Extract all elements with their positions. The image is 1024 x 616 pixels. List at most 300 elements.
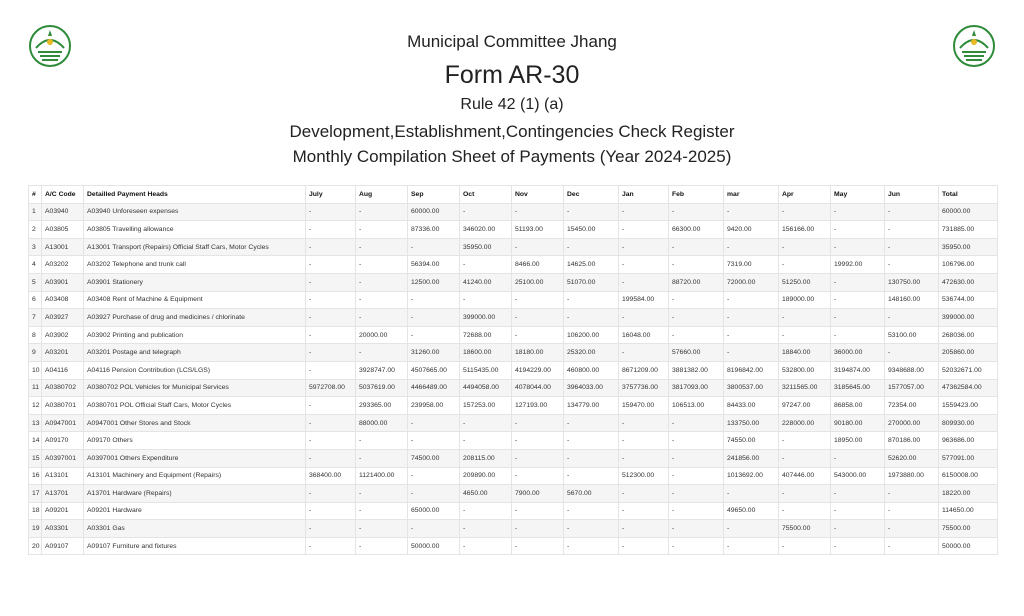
table-cell: -	[564, 449, 619, 467]
table-row	[29, 414, 998, 432]
table-cell: -	[619, 520, 669, 538]
table-cell: 87336.00	[408, 221, 460, 239]
table-cell: -	[306, 485, 356, 503]
table-cell: -	[408, 238, 460, 256]
table-cell: 577091.00	[939, 449, 998, 467]
table-cell: 90180.00	[831, 414, 885, 432]
table-cell: A03805 Travelling allowance	[84, 221, 306, 239]
table-cell: -	[356, 520, 408, 538]
table-cell: 4	[29, 256, 42, 274]
table-cell: -	[724, 309, 779, 327]
table-cell: 16048.00	[619, 326, 669, 344]
table-cell: -	[460, 432, 512, 450]
table-cell: 4466489.00	[408, 379, 460, 397]
table-cell: -	[306, 309, 356, 327]
table-cell: -	[669, 467, 724, 485]
table-row	[29, 467, 998, 485]
table-cell: -	[669, 520, 724, 538]
table-cell: A03408 Rent of Machine & Equipment	[84, 291, 306, 309]
header-row	[29, 186, 998, 204]
table-row	[29, 344, 998, 362]
table-cell: -	[564, 238, 619, 256]
table-cell: -	[460, 291, 512, 309]
table-cell: -	[512, 238, 564, 256]
table-cell: -	[306, 344, 356, 362]
table-cell: -	[669, 432, 724, 450]
table-cell: 9348688.00	[885, 361, 939, 379]
table-cell: 7	[29, 309, 42, 327]
table-cell: 75500.00	[939, 520, 998, 538]
table-cell: A13001 Transport (Repairs) Official Staff Cars, Motor Cycles	[84, 238, 306, 256]
table-cell: 159470.00	[619, 397, 669, 415]
column-header: Dec	[564, 186, 619, 204]
table-cell: 189000.00	[779, 291, 831, 309]
table-cell: A03901 Stationery	[84, 273, 306, 291]
table-cell: 12	[29, 397, 42, 415]
table-cell: -	[306, 273, 356, 291]
table-cell: -	[619, 221, 669, 239]
table-cell: -	[669, 502, 724, 520]
table-row	[29, 273, 998, 291]
table-cell: -	[885, 502, 939, 520]
table-cell: 133750.00	[724, 414, 779, 432]
table-cell: -	[885, 537, 939, 555]
table-cell: -	[356, 221, 408, 239]
table-cell: -	[408, 432, 460, 450]
table-cell: -	[512, 203, 564, 221]
table-row	[29, 520, 998, 538]
table-cell: -	[669, 326, 724, 344]
sheet-title: Monthly Compilation Sheet of Payments (Year 2024-2025)	[292, 147, 732, 166]
table-cell: -	[306, 397, 356, 415]
table-cell: 65000.00	[408, 502, 460, 520]
table-cell: 1559423.00	[939, 397, 998, 415]
table-cell: 18600.00	[460, 344, 512, 362]
table-cell: -	[306, 221, 356, 239]
column-header: Feb	[669, 186, 724, 204]
table-cell: 97247.00	[779, 397, 831, 415]
table-cell: -	[460, 520, 512, 538]
table-cell: 35950.00	[460, 238, 512, 256]
table-cell: 15	[29, 449, 42, 467]
table-cell: 75500.00	[779, 520, 831, 538]
table-cell: -	[885, 344, 939, 362]
table-cell: -	[724, 238, 779, 256]
table-cell: 18950.00	[831, 432, 885, 450]
column-header: Detailled Payment Heads	[84, 186, 306, 204]
table-cell: -	[306, 449, 356, 467]
table-cell: -	[408, 467, 460, 485]
table-header	[29, 186, 998, 204]
table-cell: -	[512, 291, 564, 309]
table-cell: 88000.00	[356, 414, 408, 432]
table-cell: -	[885, 309, 939, 327]
table-cell: -	[779, 432, 831, 450]
table-cell: -	[306, 502, 356, 520]
table-cell: -	[724, 344, 779, 362]
table-cell: 15450.00	[564, 221, 619, 239]
table-cell: 10	[29, 361, 42, 379]
table-cell: 66300.00	[669, 221, 724, 239]
table-cell: -	[306, 291, 356, 309]
table-cell: 106513.00	[669, 397, 724, 415]
table-cell: A03301 Gas	[84, 520, 306, 538]
table-cell: -	[460, 537, 512, 555]
table-cell: -	[356, 502, 408, 520]
table-cell: A03202 Telephone and trunk call	[84, 256, 306, 274]
table-cell: 35950.00	[939, 238, 998, 256]
column-header: A/C Code	[42, 186, 84, 204]
table-cell: 86858.00	[831, 397, 885, 415]
column-header: Sep	[408, 186, 460, 204]
table-cell: 50000.00	[408, 537, 460, 555]
table-cell: 3800537.00	[724, 379, 779, 397]
table-cell: A03301	[42, 520, 84, 538]
table-cell: -	[306, 326, 356, 344]
table-cell: -	[356, 291, 408, 309]
table-cell: -	[356, 238, 408, 256]
table-cell: -	[306, 203, 356, 221]
table-cell: -	[564, 467, 619, 485]
table-row	[29, 221, 998, 239]
column-header: Jun	[885, 186, 939, 204]
table-cell: -	[885, 238, 939, 256]
table-cell: -	[460, 203, 512, 221]
table-cell: 19	[29, 520, 42, 538]
table-cell: 36000.00	[831, 344, 885, 362]
table-row	[29, 537, 998, 555]
table-cell: 13	[29, 414, 42, 432]
table-cell: -	[306, 432, 356, 450]
table-cell: -	[619, 309, 669, 327]
table-cell: -	[356, 449, 408, 467]
table-cell: 1	[29, 203, 42, 221]
table-cell: 157253.00	[460, 397, 512, 415]
table-cell: 532800.00	[779, 361, 831, 379]
table-cell: A0380701 POL Official Staff Cars, Motor Cycles	[84, 397, 306, 415]
table-cell: -	[619, 485, 669, 503]
table-cell: 5115435.00	[460, 361, 512, 379]
table-cell: 870186.00	[885, 432, 939, 450]
table-cell: A0380702 POL Vehicles for Municipal Services	[84, 379, 306, 397]
table-cell: 3194874.00	[831, 361, 885, 379]
table-cell: -	[564, 537, 619, 555]
column-header: July	[306, 186, 356, 204]
table-cell: 3185645.00	[831, 379, 885, 397]
table-row	[29, 449, 998, 467]
table-cell: -	[724, 291, 779, 309]
table-cell: 72354.00	[885, 397, 939, 415]
table-cell: -	[356, 309, 408, 327]
table-row	[29, 361, 998, 379]
table-row	[29, 291, 998, 309]
table-row	[29, 203, 998, 221]
table-cell: -	[885, 221, 939, 239]
table-cell: 963686.00	[939, 432, 998, 450]
table-cell: -	[885, 203, 939, 221]
table-cell: 18220.00	[939, 485, 998, 503]
table-cell: A09170 Others	[84, 432, 306, 450]
table-cell: 268036.00	[939, 326, 998, 344]
table-cell: 148160.00	[885, 291, 939, 309]
table-cell: -	[885, 256, 939, 274]
table-cell: -	[669, 309, 724, 327]
table-cell: 209890.00	[460, 467, 512, 485]
table-cell: A0397001 Others Expenditure	[84, 449, 306, 467]
table-cell: -	[564, 502, 619, 520]
table-cell: A03927 Purchase of drug and medicines / chlorinate	[84, 309, 306, 327]
table-cell: 7900.00	[512, 485, 564, 503]
table-cell: 18840.00	[779, 344, 831, 362]
table-cell: A03902	[42, 326, 84, 344]
table-cell: -	[408, 485, 460, 503]
table-cell: -	[885, 520, 939, 538]
table-cell: -	[669, 238, 724, 256]
table-cell: -	[306, 414, 356, 432]
table-cell: -	[831, 449, 885, 467]
table-cell: A0397001	[42, 449, 84, 467]
column-header: Nov	[512, 186, 564, 204]
table-cell: -	[669, 256, 724, 274]
table-cell: 399000.00	[939, 309, 998, 327]
table-cell: -	[619, 449, 669, 467]
table-cell: A03901	[42, 273, 84, 291]
table-cell: 56394.00	[408, 256, 460, 274]
table-cell: -	[724, 537, 779, 555]
table-cell: A09107 Furniture and fixtures	[84, 537, 306, 555]
table-cell: 127193.00	[512, 397, 564, 415]
table-cell: 14625.00	[564, 256, 619, 274]
table-cell: 7319.00	[724, 256, 779, 274]
table-cell: -	[619, 256, 669, 274]
table-cell: -	[619, 502, 669, 520]
table-cell: -	[619, 414, 669, 432]
table-cell: -	[460, 414, 512, 432]
table-row	[29, 432, 998, 450]
table-cell: -	[356, 432, 408, 450]
table-cell: -	[724, 485, 779, 503]
table-cell: -	[408, 326, 460, 344]
table-cell: 134779.00	[564, 397, 619, 415]
table-cell: 88720.00	[669, 273, 724, 291]
table-cell: 25320.00	[564, 344, 619, 362]
column-header: May	[831, 186, 885, 204]
table-cell: 270000.00	[885, 414, 939, 432]
table-cell: -	[356, 273, 408, 291]
table-cell: A13001	[42, 238, 84, 256]
table-cell: -	[831, 238, 885, 256]
table-cell: A04116	[42, 361, 84, 379]
table-cell: 8	[29, 326, 42, 344]
table-cell: 5	[29, 273, 42, 291]
table-cell: -	[669, 203, 724, 221]
table-cell: 72000.00	[724, 273, 779, 291]
table-cell: -	[356, 485, 408, 503]
table-cell: -	[831, 537, 885, 555]
table-cell: -	[831, 221, 885, 239]
table-cell: -	[885, 485, 939, 503]
table-cell: 51070.00	[564, 273, 619, 291]
table-cell: A03902 Printing and publication	[84, 326, 306, 344]
table-cell: 293365.00	[356, 397, 408, 415]
table-cell: -	[724, 520, 779, 538]
table-cell: 5972708.00	[306, 379, 356, 397]
table-cell: 41240.00	[460, 273, 512, 291]
table-cell: 3757736.00	[619, 379, 669, 397]
table-cell: -	[512, 326, 564, 344]
table-cell: A13701	[42, 485, 84, 503]
table-cell: -	[619, 238, 669, 256]
table-cell: 3881382.00	[669, 361, 724, 379]
column-header: #	[29, 186, 42, 204]
column-header: Apr	[779, 186, 831, 204]
table-cell: -	[779, 537, 831, 555]
table-cell: -	[564, 414, 619, 432]
table-cell: A04116 Pension Contribution (LCS/LGS)	[84, 361, 306, 379]
table-cell: A09201	[42, 502, 84, 520]
table-cell: -	[306, 361, 356, 379]
table-cell: 20000.00	[356, 326, 408, 344]
table-cell: 6150008.00	[939, 467, 998, 485]
register-title: Development,Establishment,Contingencies Check Register	[289, 122, 735, 141]
table-cell: -	[779, 485, 831, 503]
table-cell: -	[564, 291, 619, 309]
table-cell: -	[669, 449, 724, 467]
table-cell: A13101	[42, 467, 84, 485]
form-title: Form AR-30	[444, 61, 580, 89]
table-cell: -	[831, 291, 885, 309]
table-cell: -	[831, 203, 885, 221]
table-cell: 114650.00	[939, 502, 998, 520]
table-cell: 72688.00	[460, 326, 512, 344]
table-cell: 208115.00	[460, 449, 512, 467]
table-cell: A0947001 Other Stores and Stock	[84, 414, 306, 432]
table-cell: 84433.00	[724, 397, 779, 415]
table-cell: 3928747.00	[356, 361, 408, 379]
table-cell: A0947001	[42, 414, 84, 432]
table-cell: -	[669, 414, 724, 432]
table-cell: -	[356, 256, 408, 274]
table-cell: 8671209.00	[619, 361, 669, 379]
table-cell: 228000.00	[779, 414, 831, 432]
table-row	[29, 256, 998, 274]
table-cell: 31260.00	[408, 344, 460, 362]
table-cell: -	[408, 414, 460, 432]
table-cell: A03940	[42, 203, 84, 221]
column-header: Oct	[460, 186, 512, 204]
table-cell: -	[779, 256, 831, 274]
table-cell: -	[564, 309, 619, 327]
table-cell: 106796.00	[939, 256, 998, 274]
table-cell: -	[512, 309, 564, 327]
table-cell: 536744.00	[939, 291, 998, 309]
table-cell: 4078044.00	[512, 379, 564, 397]
organization-title: Municipal Committee Jhang	[407, 32, 617, 51]
table-cell: 53100.00	[885, 326, 939, 344]
table-cell: 130750.00	[885, 273, 939, 291]
table-cell: 19992.00	[831, 256, 885, 274]
table-cell: 14	[29, 432, 42, 450]
column-header: mar	[724, 186, 779, 204]
table-cell: 399000.00	[460, 309, 512, 327]
table-cell: 25100.00	[512, 273, 564, 291]
table-cell: -	[779, 309, 831, 327]
table-cell: 543000.00	[831, 467, 885, 485]
table-cell: 51250.00	[779, 273, 831, 291]
table-cell: -	[831, 502, 885, 520]
table-cell: A03940 Unforeseen expenses	[84, 203, 306, 221]
table-cell: 18180.00	[512, 344, 564, 362]
table-cell: 205860.00	[939, 344, 998, 362]
table-cell: -	[619, 203, 669, 221]
table-cell: A13701 Hardware (Repairs)	[84, 485, 306, 503]
table-cell: -	[512, 520, 564, 538]
table-cell: 49650.00	[724, 502, 779, 520]
table-cell: A13101 Machinery and Equipment (Repairs)	[84, 467, 306, 485]
table-cell: 20	[29, 537, 42, 555]
table-row	[29, 502, 998, 520]
table-cell: 6	[29, 291, 42, 309]
table-cell: 60000.00	[939, 203, 998, 221]
table-cell: 3211565.00	[779, 379, 831, 397]
table-cell: -	[460, 256, 512, 274]
table-cell: 368400.00	[306, 467, 356, 485]
table-cell: 3964033.00	[564, 379, 619, 397]
table-cell: 1013692.00	[724, 467, 779, 485]
table-cell: -	[356, 203, 408, 221]
table-cell: A09107	[42, 537, 84, 555]
table-cell: -	[779, 326, 831, 344]
table-cell: 74500.00	[408, 449, 460, 467]
table-cell: 52620.00	[885, 449, 939, 467]
table-cell: 50000.00	[939, 537, 998, 555]
table-cell: 12500.00	[408, 273, 460, 291]
table-cell: -	[779, 238, 831, 256]
table-cell: -	[831, 485, 885, 503]
table-cell: -	[831, 309, 885, 327]
table-cell: 11	[29, 379, 42, 397]
table-cell: -	[512, 449, 564, 467]
column-header: Aug	[356, 186, 408, 204]
table-cell: -	[460, 502, 512, 520]
table-cell: 2	[29, 221, 42, 239]
table-cell: -	[564, 520, 619, 538]
table-cell: 1121400.00	[356, 467, 408, 485]
table-cell: -	[306, 256, 356, 274]
table-cell: A03805	[42, 221, 84, 239]
table-cell: 472630.00	[939, 273, 998, 291]
table-cell: 239958.00	[408, 397, 460, 415]
table-cell: 460800.00	[564, 361, 619, 379]
table-cell: -	[564, 432, 619, 450]
payments-table	[28, 185, 998, 555]
table-cell: 9	[29, 344, 42, 362]
table-cell: -	[408, 309, 460, 327]
table-cell: 9420.00	[724, 221, 779, 239]
table-cell: 52032671.00	[939, 361, 998, 379]
table-cell: -	[831, 273, 885, 291]
table-cell: 4494058.00	[460, 379, 512, 397]
table-cell: A0380701	[42, 397, 84, 415]
table-cell: -	[619, 273, 669, 291]
table-cell: -	[779, 502, 831, 520]
table-cell: 4194229.00	[512, 361, 564, 379]
table-cell: -	[669, 291, 724, 309]
column-header: Jan	[619, 186, 669, 204]
table-cell: -	[779, 203, 831, 221]
table-cell: -	[669, 537, 724, 555]
table-cell: 346020.00	[460, 221, 512, 239]
